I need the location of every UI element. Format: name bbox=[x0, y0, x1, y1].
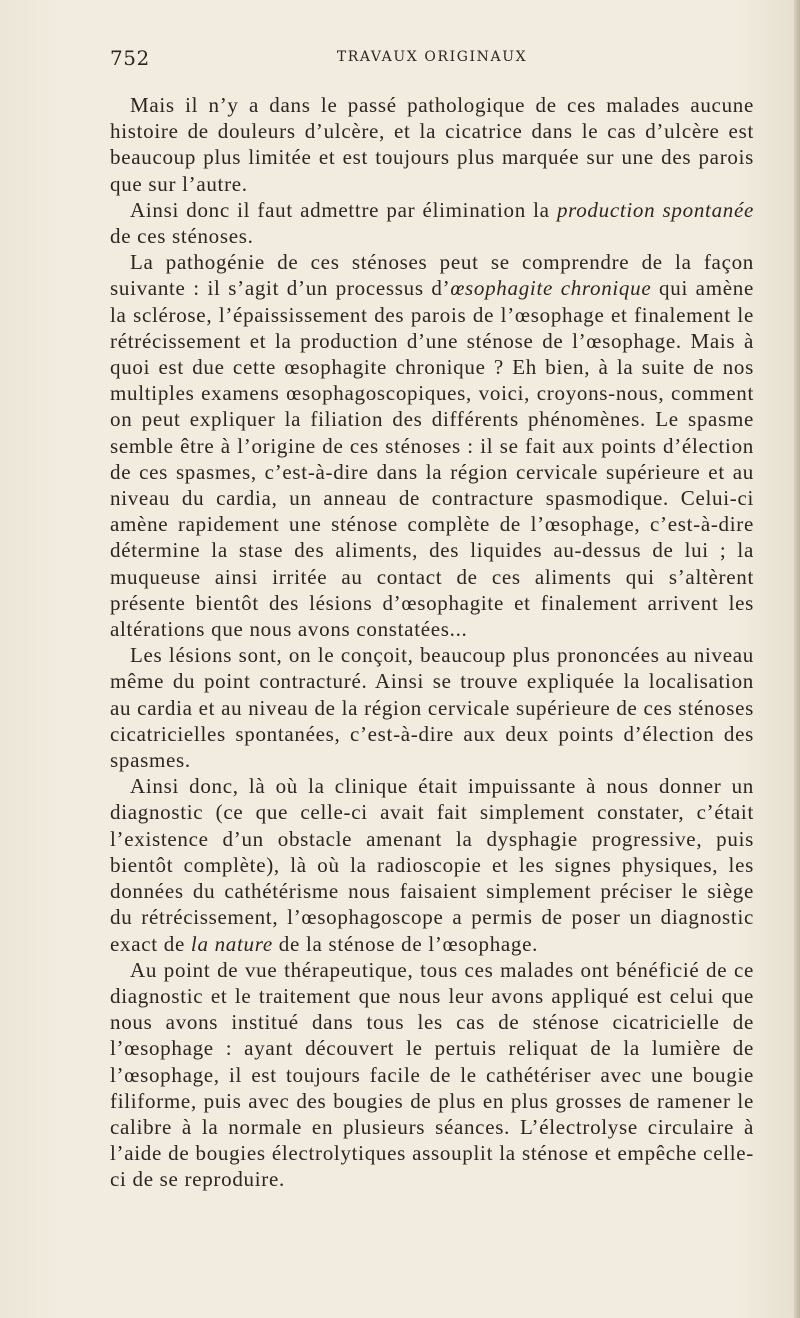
paragraph bbox=[110, 92, 754, 197]
italic-text: production spontanée bbox=[556, 197, 755, 222]
page-number: 752 bbox=[110, 46, 150, 70]
text-run: de ces sténoses. bbox=[110, 224, 254, 249]
text-run: Ainsi donc, là où la clinique était impuissante à nous donner un diagnostic (ce que celle-ci avait fait simplement constater, c’était l’existence d’un obstacle amenant la dysphagie progressive, puis bientôt complète), là où la radioscopie et les signes physiques, les données du cathétérisme nous faisaient simplement préciser le siège du rétrécissement, l’œsophagoscope a permis de poser un diagnostic exact de bbox=[110, 774, 754, 956]
italic-text: œsophagite chronique bbox=[450, 276, 652, 301]
italic-text: la nature bbox=[190, 931, 273, 956]
body-text bbox=[110, 92, 754, 1193]
paragraph bbox=[110, 773, 754, 956]
paragraph bbox=[110, 249, 754, 642]
text-run: Au point de vue thérapeutique, tous ces malades ont bénéficié de ce diagnostic et le traitement que nous leur avons appliqué est celui que nous avons institué dans tous les cas de sténose cicatricielle de l’œsophage : ayant découvert le pertuis reliquat de la lumière de l’œsophage, il est toujours facile de le cathétériser avec une bougie filiforme, puis avec des bougies de plus en plus grosses de ramener le calibre à la normale en plusieurs séances. L’électrolyse circulaire à l’aide de bougies électrolytiques assouplit la sténose et empêche celle-ci de se reproduire. bbox=[110, 957, 754, 1192]
text-run: Mais il n’y a dans le passé pathologique de ces malades aucune histoire de douleurs d’ulcère, et la cicatrice dans le cas d’ulcère est beaucoup plus limitée et est toujours plus marquée sur une des parois que sur l’autre. bbox=[110, 93, 754, 196]
paragraph bbox=[110, 197, 754, 249]
paragraph bbox=[110, 957, 754, 1193]
text-run: La pathogénie de ces sténoses peut se comprendre de la façon suivante : il s’agit d’un processus d’ bbox=[110, 250, 754, 301]
text-run: Les lésions sont, on le conçoit, beaucoup plus prononcées au niveau même du point contracturé. Ainsi se trouve expliquée la localisation au cardia et au niveau de la région cervicale supérieure de ces sténoses cicatricielles spontanées, c’est-à-dire aux deux points d’élection des spasmes. bbox=[110, 643, 754, 773]
paragraph bbox=[110, 642, 754, 773]
page-header bbox=[110, 46, 754, 70]
page-edge bbox=[794, 0, 800, 1318]
text-run: de la sténose de l’œsophage. bbox=[272, 931, 539, 956]
text-run: qui amène la sclérose, l’épaississement des parois de l’œsophage et finalement le rétrécissement et la production d’une sténose de l’œsophage. Mais à quoi est due cette œsophagite chronique ? Eh bien, à la suite de nos multiples examens œsophagoscopiques, voici, croyons-nous, comment on peut expliquer la filiation des différents phénomènes. Le spasme semble être à l’origine de ces sténoses : il se fait aux points d’élection de ces spasmes, c’est-à-dire dans la région cervicale supérieure et au niveau du cardia, un anneau de contracture spasmodique. Celui-ci amène rapidement une sténose complète de l’œsophage, c’est-à-dire détermine la stase des aliments, des liquides au-dessus de lui ; la muqueuse ainsi irritée au contact de ces aliments qui s’altèrent présente bientôt des lésions d’œsophagite et finalement arrivent les altérations que nous avons constatées... bbox=[110, 276, 754, 642]
running-head: TRAVAUX ORIGINAUX bbox=[336, 49, 528, 65]
text-run: Ainsi donc il faut admettre par élimination la bbox=[130, 197, 557, 222]
